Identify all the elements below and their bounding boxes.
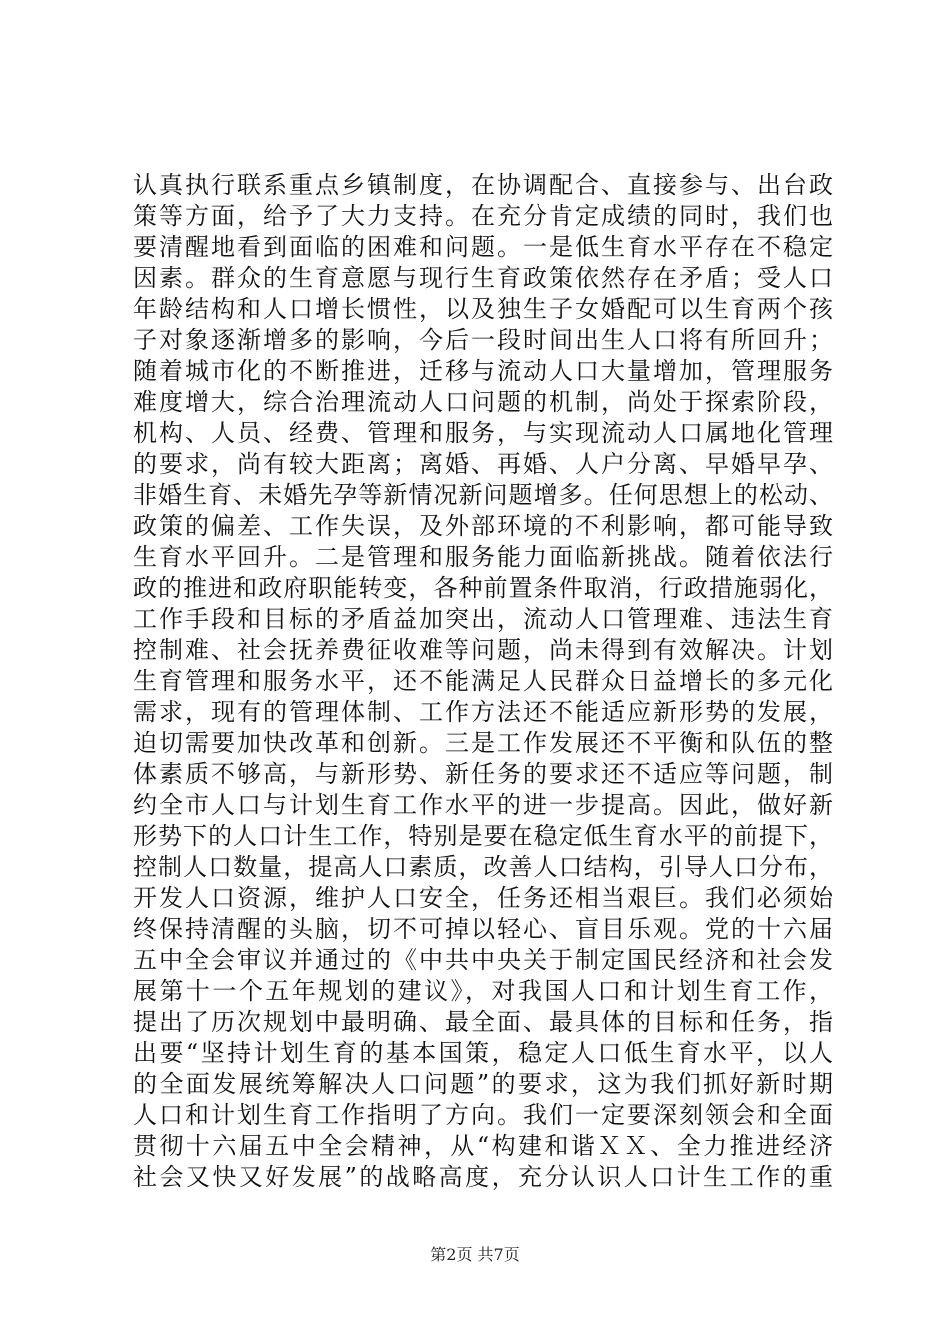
text-line: 需求，现有的管理体制、工作方法还不能适应新形势的发展，: [133, 698, 833, 726]
text-line: 的要求，尚有较大距离；离婚、再婚、人户分离、早婚早孕、: [133, 450, 833, 478]
text-line: 政策的偏差、工作失误，及外部环境的不利影响，都可能导致: [133, 512, 833, 540]
text-line: 非婚生育、未婚先孕等新情况新问题增多。任何思想上的松动、: [133, 481, 833, 509]
text-line: 政的推进和政府职能转变，各种前置条件取消，行政措施弱化，: [133, 574, 833, 602]
text-line: 因素。群众的生育意愿与现行生育政策依然存在矛盾；受人口: [133, 264, 833, 292]
text-line: 形势下的人口计生工作，特别是要在稳定低生育水平的前提下，: [133, 822, 833, 850]
text-line: 的全面发展统筹解决人口问题”的要求，这为我们抓好新时期: [133, 1070, 833, 1098]
text-line: 出要“坚持计划生育的基本国策，稳定人口低生育水平，以人: [133, 1039, 833, 1067]
text-line: 策等方面，给予了大力支持。在充分肯定成绩的同时，我们也: [133, 202, 833, 230]
text-line: 子对象逐渐增多的影响，今后一段时间出生人口将有所回升；: [133, 326, 833, 354]
text-line: 控制人口数量，提高人口素质，改善人口结构，引导人口分布，: [133, 853, 833, 881]
text-line: 约全市人口与计划生育工作水平的进一步提高。因此，做好新: [133, 791, 833, 819]
text-line: 社会又快又好发展”的战略高度，充分认识人口计生工作的重: [133, 1163, 833, 1191]
text-line: 随着城市化的不断推进，迁移与流动人口大量增加，管理服务: [133, 357, 833, 385]
text-line: 控制难、社会抚养费征收难等问题，尚未得到有效解决。计划: [133, 636, 833, 664]
text-line: 年龄结构和人口增长惯性，以及独生子女婚配可以生育两个孩: [133, 295, 833, 323]
text-line: 展第十一个五年规划的建议》，对我国人口和计划生育工作，: [133, 977, 833, 1005]
text-line: 生育水平回升。二是管理和服务能力面临新挑战。随着依法行: [133, 543, 833, 571]
text-line: 生育管理和服务水平，还不能满足人民群众日益增长的多元化: [133, 667, 833, 695]
text-line: 五中全会审议并通过的《中共中央关于制定国民经济和社会发: [133, 946, 833, 974]
text-line: 认真执行联系重点乡镇制度，在协调配合、直接参与、出台政: [133, 171, 833, 199]
body-text: [133, 170, 833, 1193]
text-line: 难度增大，综合治理流动人口问题的机制，尚处于探索阶段，: [133, 388, 833, 416]
page-footer: 第2页 共7页: [430, 1245, 520, 1264]
text-line: 人口和计划生育工作指明了方向。我们一定要深刻领会和全面: [133, 1101, 833, 1129]
text-line: 提出了历次规划中最明确、最全面、最具体的目标和任务，指: [133, 1008, 833, 1036]
text-line: 要清醒地看到面临的困难和问题。一是低生育水平存在不稳定: [133, 233, 833, 261]
text-line: 体素质不够高，与新形势、新任务的要求还不适应等问题，制: [133, 760, 833, 788]
text-line: 机构、人员、经费、管理和服务，与实现流动人口属地化管理: [133, 419, 833, 447]
text-line: 终保持清醒的头脑，切不可掉以轻心、盲目乐观。党的十六届: [133, 915, 833, 943]
text-line: 迫切需要加快改革和创新。三是工作发展还不平衡和队伍的整: [133, 729, 833, 757]
text-line: 开发人口资源，维护人口安全，任务还相当艰巨。我们必须始: [133, 884, 833, 912]
text-line: 工作手段和目标的矛盾益加突出，流动人口管理难、违法生育: [133, 605, 833, 633]
text-line: 贯彻十六届五中全会精神，从“构建和谐ＸＸ、全力推进经济: [133, 1132, 833, 1160]
